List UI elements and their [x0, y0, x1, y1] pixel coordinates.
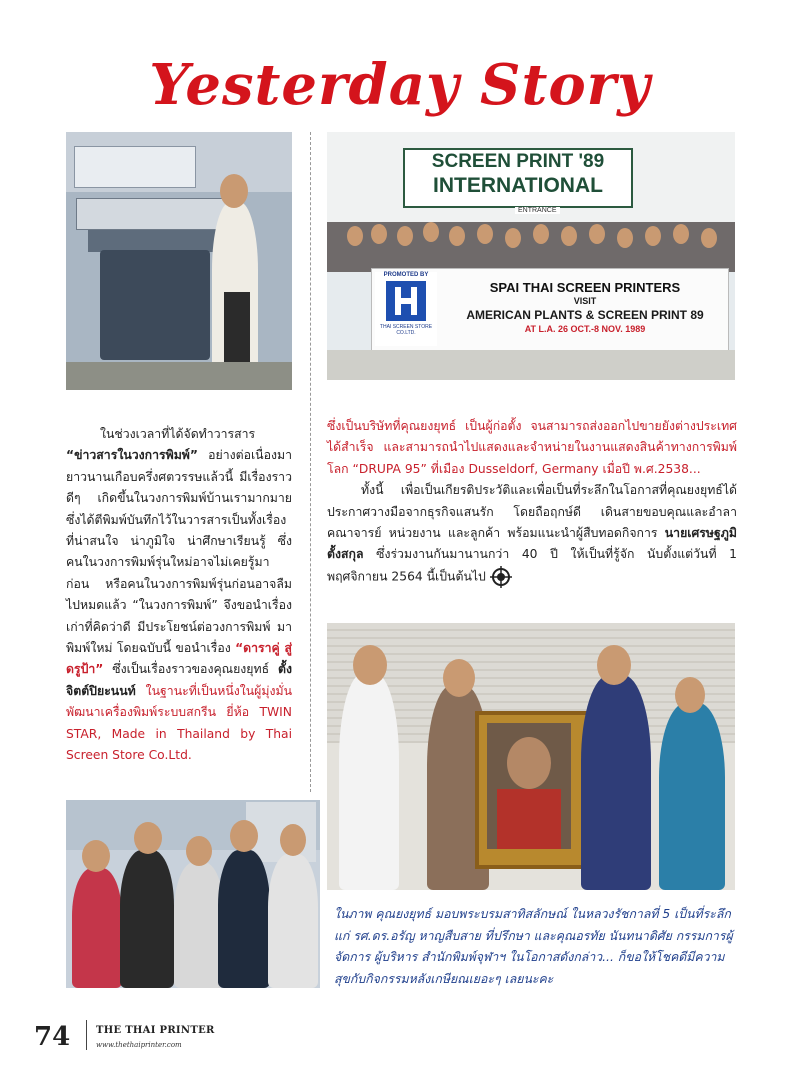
- left-column-text: [66, 424, 292, 767]
- entrance-sign: ENTRANCE: [515, 207, 560, 214]
- banner-line2: VISIT: [573, 296, 597, 306]
- right-column-text: [327, 416, 737, 588]
- banner-line4: AT L.A. 26 OCT.-8 NOV. 1989: [524, 324, 646, 334]
- thai-screen-store-logo: [386, 281, 426, 321]
- column-divider: [310, 132, 311, 792]
- story-title-highlight: “ดาราคู่ สู่ดรูป้า”: [66, 641, 292, 677]
- text-run: ซึ่งร่วมงานกันมานานกว่า 40 ปี ให้เป็นที่รู้จัก นับตั้งแต่วันที่ 1 พฤศจิกายน 2564 นี้เป็นต้นไป: [327, 547, 737, 584]
- text-run: ซึ่งเป็นเรื่องราวของคุณยงยุทธ์: [103, 662, 278, 677]
- photo-exhibition-booth: [66, 800, 320, 988]
- magazine-url: www.thethaiprinter.com: [96, 1041, 182, 1049]
- text-run: ทั้งนี้ เพื่อเป็นเกียรติประวัติและเพื่อเป็นที่ระลึกในโอกาสที่คุณยงยุทธ์ได้ประกาศวางมือจากธุรกิจแสนรัก โดยถือฤกษ์ดี เดินสายขอบคุณและอำลาคณาจารย์ หน่วยงาน และลูกค้า พร้อมแนะนำผู้สืบทอดกิจการ: [327, 483, 737, 541]
- paragraph-drupa: ซึ่งเป็นบริษัทที่คุณยงยุทธ์ เป็นผู้ก่อตั้ง จนสามารถส่งออกไปขายยังต่างประเทศได้สำเร็จ และสามารถนำไปแสดงและจำหน่ายในงานแสดงสินค้าทางการพิมพ์โลก “DRUPA 95” ที่เมือง Dusseldorf, Germany เมื่อปี พ.ศ.2538...: [327, 419, 737, 476]
- successor-name-highlight: นายเศรษฐภูมิ ตั้งสกุล: [327, 526, 737, 562]
- photo-machine-operator: [66, 132, 292, 390]
- banner-top-line2: INTERNATIONAL: [433, 174, 603, 197]
- photo-screen-print-89-group: [327, 132, 735, 380]
- target-icon: [490, 566, 512, 588]
- magazine-name-highlight: “ข่าวสารในวงการพิมพ์”: [66, 448, 198, 463]
- person-name-highlight: ตั้งจิตต์ปิยะนนท์: [66, 662, 292, 698]
- banner-top-line1: SCREEN PRINT '89: [431, 151, 605, 172]
- banner-line3: AMERICAN PLANTS & SCREEN PRINT 89: [466, 308, 704, 322]
- footer-divider: [86, 1020, 87, 1050]
- text-run: อย่างต่อเนื่องมายาวนานเกือบครึ่งศตวรรษแล้วนี้ มีเรื่องราวดีๆ เกิดขึ้นในวงการพิมพ์บ้านเรามากมาย ซึ่งได้ตีพิมพ์บันทึกไว้ในวารสารเป็นทั้งเรื่องที่น่าสนใจ น่าภูมิใจ น่าศึกษาเรียนรู้ ซึ่งคนในวงการพิมพ์รุ่นใหม่อาจไม่เคยรู้มาก่อน หรือคนในวงการพิมพ์รุ่นก่อนอาจลืมไปหมดแล้ว “ในวงการพิมพ์” จึงขอนำเรื่องเก่าที่คิดว่าดี มีประโยชน์ต่อวงการพิมพ์ มาพิมพ์ใหม่ โดยฉบับนี้ ขอนำเรื่อง: [66, 448, 292, 656]
- magazine-name: THE THAI PRINTER: [96, 1025, 215, 1036]
- store-label: THAI SCREEN STORE CO.LTD.: [379, 324, 433, 336]
- page-title: Yesterday Story: [149, 52, 651, 118]
- page-number: 74: [34, 1022, 71, 1052]
- text-run: ในช่วงเวลาที่ได้จัดทำวารสาร: [100, 427, 256, 441]
- text-run-red: ในฐานะที่เป็นหนึ่งในผู้มุ่งมั่นพัฒนาเครื่องพิมพ์ระบบสกรีน ยี่ห้อ TWIN STAR, Made in Thailand by Thai Screen Store Co.Ltd.: [66, 683, 292, 763]
- promoted-by-label: PROMOTED BY: [383, 272, 429, 278]
- photo-portrait-presentation: [327, 623, 735, 890]
- banner-line1: SPAI THAI SCREEN PRINTERS: [489, 280, 681, 295]
- photo-caption: ในภาพ คุณยงยุทธ์ มอบพระบรมสาทิสลักษณ์ ในหลวงรัชกาลที่ 5 เป็นที่ระลึกแก่ รศ.ดร.อรัญ หาญสืบสาย ที่ปรึกษา และคุณอรทัย นันทนาดิศัย กรรมการผู้จัดการ ผู้บริหาร สำนักพิมพ์จุฬาฯ ในโอกาสดังกล่าว... ก็ขอให้โชคดีมีความสุขกับกิจกรรมหลังเกษียณเยอะๆ เลยนะคะ: [334, 907, 733, 986]
